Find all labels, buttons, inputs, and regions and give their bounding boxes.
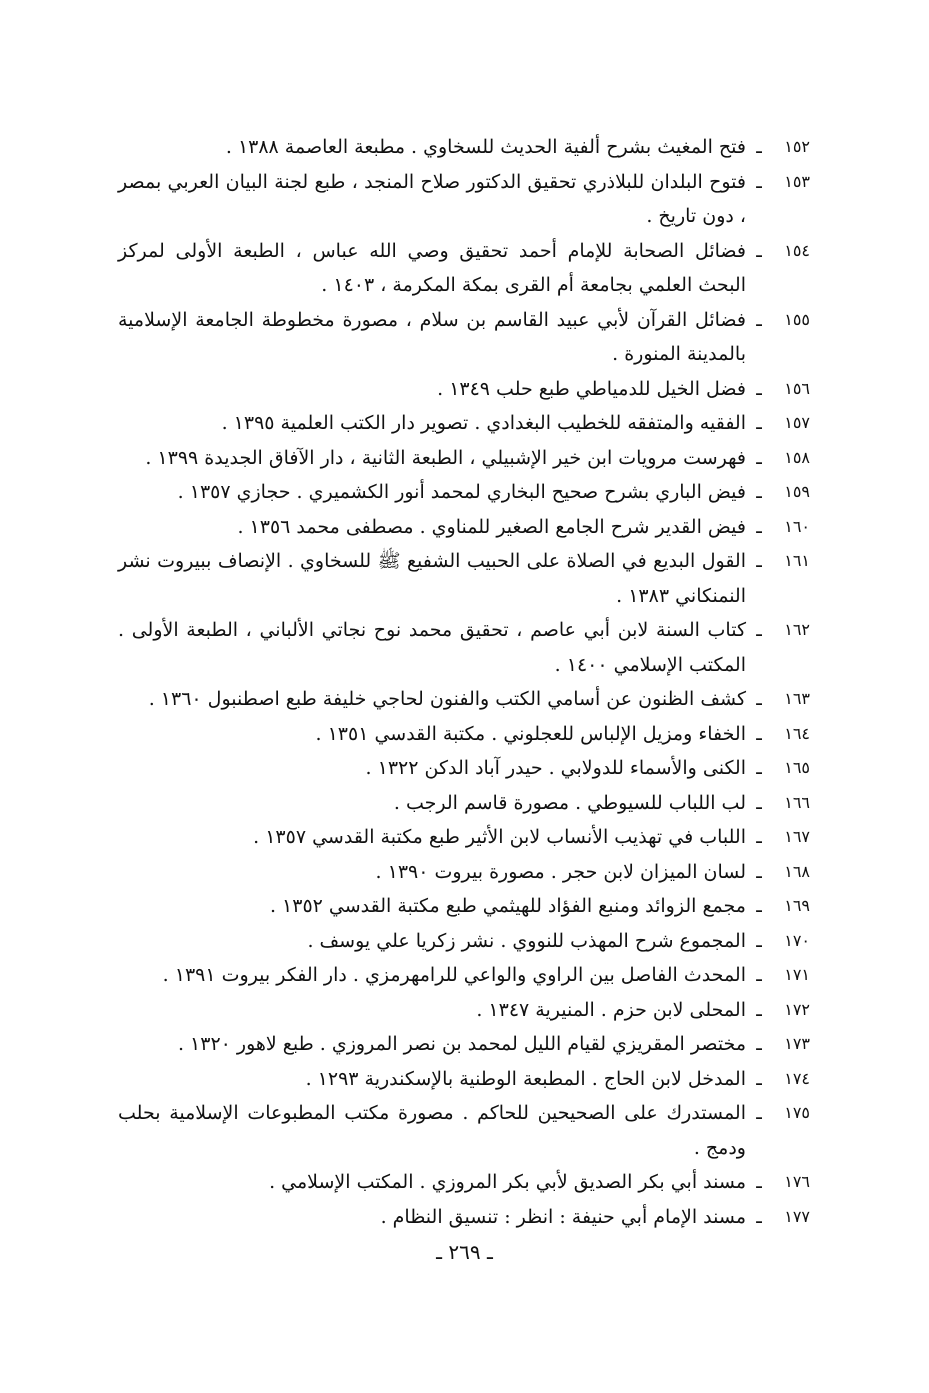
entry-number: ١٧٠ [784,930,810,950]
entry-number: ١٥٧ [784,413,810,432]
entry-number: ١٧٧ [784,1206,810,1226]
list-item [118,475,810,510]
entry-dash: ـ [756,170,762,193]
entry-text: لب اللباب للسيوطي . مصورة قاسم الرجب . [393,791,746,814]
list-item [118,786,810,821]
list-item [118,993,810,1028]
entry-dash: ـ [756,1033,762,1055]
entry-dash: ـ [756,550,762,572]
entry-number: ١٦٦ [784,792,810,812]
entry-number: ١٥٢ [784,137,810,156]
entry-number: ١٥٦ [784,378,810,398]
entry-dash: ـ [756,998,762,1021]
list-item [118,372,810,407]
list-item [118,613,810,682]
list-item [118,1096,810,1165]
list-item [118,1165,810,1200]
list-item [118,924,810,959]
entry-number: ١٥٣ [784,171,810,191]
entry-text: لسان الميزان لابن حجر . مصورة بيروت ١٣٩٠ . [375,860,746,883]
list-item [118,544,810,613]
entry-number: ١٦٨ [784,861,810,881]
entry-text: فيض القدير شرح الجامع الصغير للمناوي . مصطفى محمد ١٣٥٦ . [237,515,746,538]
entry-number: ١٧٥ [784,1103,810,1122]
list-item [118,820,810,855]
list-item [118,130,810,165]
list-item [118,1027,810,1062]
entry-number: ١٦٩ [784,896,810,915]
entry-text: كتاب السنة لابن أبي عاصم ، تحقيق محمد نوح نجاتي الألباني ، الطبعة الأولى . المكتب الإسلامي ١٤٠٠ . [118,619,746,676]
entry-dash: ـ [756,1102,762,1124]
entry-dash: ـ [756,1171,762,1193]
entry-dash: ـ [756,791,762,814]
entry-text: فضل الخيل للدمياطي طبع حلب ١٣٤٩ . [437,377,746,400]
list-item [118,958,810,993]
page-number: ـ ٢٦٩ ـ [436,1240,493,1264]
entry-text: مختصر المقريزي لقيام الليل لمحمد بن نصر المروزي . طبع لاهور ١٣٢٠ . [177,1033,746,1055]
entry-number: ١٦٣ [784,689,810,708]
list-item [118,165,810,234]
entry-dash: ـ [756,895,762,917]
list-item [118,855,810,890]
entry-number: ١٦٠ [784,516,810,536]
list-item [118,889,810,924]
entry-number: ١٧١ [784,965,810,984]
entry-text: المدخل لابن الحاج . المطبعة الوطنية بالإسكندرية ١٢٩٣ . [305,1067,746,1090]
entry-text: مسند أبي بكر الصديق لأبي بكر المروزي . المكتب الإسلامي . [269,1171,746,1193]
entry-number: ١٥٤ [784,240,810,260]
entry-text: فضائل القرآن لأبي عبيد القاسم بن سلام ، مصورة مخطوطة الجامعة الإسلامية بالمدينة المنورة . [118,308,746,365]
list-item [118,441,810,476]
entry-dash: ـ [756,412,762,434]
entry-dash: ـ [756,481,762,503]
list-item [118,234,810,303]
entry-dash: ـ [756,757,762,779]
entry-text: مجمع الزوائد ومنبع الفؤاد للهيثمي طبع مكتبة القدسي ١٣٥٢ . [269,895,746,917]
entry-dash: ـ [756,929,762,952]
list-item [118,1200,810,1235]
entry-dash: ـ [756,860,762,883]
list-item [118,303,810,372]
entry-dash: ـ [756,619,762,641]
entry-dash: ـ [756,446,762,469]
entry-dash: ـ [756,964,762,986]
entry-number: ١٦١ [784,551,810,570]
entry-number: ١٧٦ [784,1172,810,1191]
list-item [118,406,810,441]
entry-dash: ـ [756,1205,762,1228]
entry-dash: ـ [756,308,762,331]
entry-text: فضائل الصحابة للإمام أحمد تحقيق وصي الله عباس ، الطبعة الأولى لمركز البحث العلمي بجامعة أم القرى بمكة المكرمة ، ١٤٠٣ . [118,239,746,296]
entry-text: كشف الظنون عن أسامي الكتب والفنون لحاجي خليفة طبع اصطنبول ١٣٦٠ . [148,688,746,710]
bibliography-list [118,130,810,1234]
entry-text: الكنى والأسماء للدولابي . حيدر آباد الدكن ١٣٢٢ . [365,757,746,779]
entry-number: ١٦٥ [784,758,810,777]
list-item [118,510,810,545]
entry-number: ١٥٥ [784,309,810,329]
entry-text: فتح المغيث بشرح ألفية الحديث للسخاوي . مطبعة العاصمة ١٣٨٨ . [225,136,746,158]
entry-dash: ـ [756,1067,762,1090]
entry-dash: ـ [756,722,762,745]
entry-text: الخفاء ومزيل الإلباس للعجلوني . مكتبة القدسي ١٣٥١ . [315,722,746,745]
entry-text: مسند الإمام أبي حنيفة : انظر : تنسيق النظام . [380,1205,746,1228]
entry-number: ١٦٢ [784,620,810,639]
entry-number: ١٥٩ [784,482,810,501]
entry-text: فيض الباري بشرح صحيح البخاري لمحمد أنور الكشميري . حجازي ١٣٥٧ . [177,481,746,503]
list-item [118,751,810,786]
entry-text: الفقيه والمتفقه للخطيب البغدادي . تصوير دار الكتب العلمية ١٣٩٥ . [221,412,746,434]
entry-dash: ـ [756,826,762,848]
entry-dash: ـ [756,239,762,262]
entry-text: المحلى لابن حزم . المنيرية ١٣٤٧ . [476,998,746,1021]
entry-text: القول البديع في الصلاة على الحبيب الشفيع ﷺ للسخاوي . الإنصاف ببيروت نشر النمنكاني ١٣٨٣ . [118,550,746,607]
entry-dash: ـ [756,515,762,538]
entry-number: ١٧٢ [784,999,810,1019]
list-item [118,1062,810,1097]
entry-text: فتوح البلدان للبلاذري تحقيق الدكتور صلاح المنجد ، طبع لجنة البيان العربي بمصر ، دون تاريخ . [118,170,746,227]
entry-dash: ـ [756,688,762,710]
entry-text: فهرست مرويات ابن خير الإشبيلي ، الطبعة الثانية ، دار الآفاق الجديدة ١٣٩٩ . [145,446,746,469]
entry-text: المجموع شرح المهذب للنووي . نشر زكريا علي يوسف . [307,929,746,952]
entry-dash: ـ [756,377,762,400]
entry-text: المحدث الفاصل بين الراوي والواعي للرامهرمزي . دار الفكر بيروت ١٣٩١ . [162,964,746,986]
entry-number: ١٧٣ [784,1034,810,1053]
entry-number: ١٧٤ [784,1068,810,1088]
entry-number: ١٦٧ [784,827,810,846]
entry-number: ١٦٤ [784,723,810,743]
list-item [118,717,810,752]
entry-text: المستدرك على الصحيحين للحاكم . مصورة مكتب المطبوعات الإسلامية بحلب ودمج . [118,1102,746,1159]
entry-number: ١٥٨ [784,447,810,467]
entry-dash: ـ [756,136,762,158]
list-item [118,682,810,717]
entry-text: اللباب في تهذيب الأنساب لابن الأثير طبع مكتبة القدسي ١٣٥٧ . [253,826,746,848]
